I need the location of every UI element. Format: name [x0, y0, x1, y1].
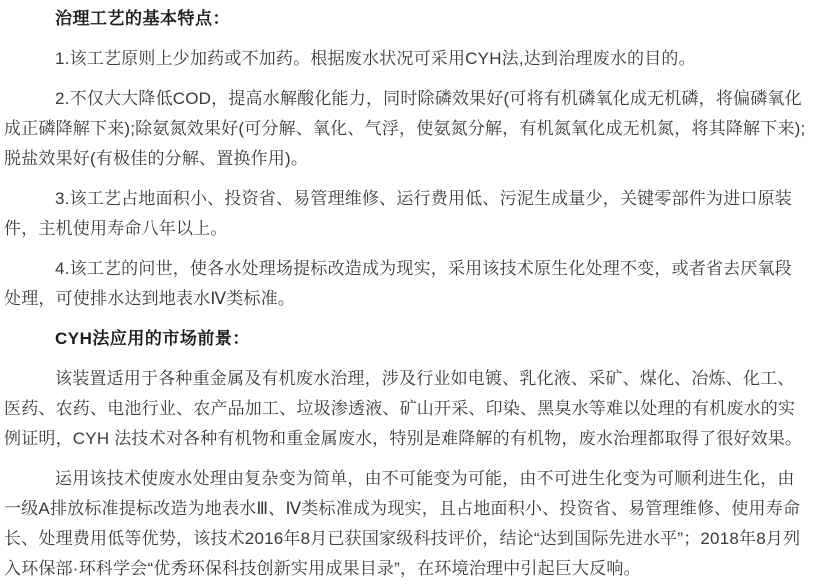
paragraph-feature-1: 1.该工艺原则上少加药或不加药。根据废水状况可采用CYH法,达到治理废水的目的。	[55, 49, 696, 68]
paragraph-feature-4: 4.该工艺的问世，使各水处理场提标改造成为现实，采用该技术原生化处理不变，或者省去厌氧段处理，可使排水达到地表水Ⅳ类标准。	[4, 259, 792, 308]
paragraph-feature-3: 3.该工艺占地面积小、投资省、易管理维修、运行费用低、污泥生成量少，关键零部件为进口原装件，主机使用寿命八年以上。	[4, 189, 792, 238]
heading-treatment-process-features: 治理工艺的基本特点：	[55, 9, 230, 28]
paragraph-feature-2: 2.不仅大大降低COD，提高水解酸化能力，同时除磷效果好(可将有机磷氧化成无机磷，将偏磷氧化成正磷降解下来);除氨氮效果好(可分解、氧化、气浮，使氨氮分解，有机氮氧化成无机氮，将其降解下来);脱盐效果好(有极佳的分解、置换作用)。	[4, 89, 806, 168]
paragraph-application-scope: 该装置适用于各种重金属及有机废水治理，涉及行业如电镀、乳化液、采矿、煤化、冶炼、化工、医药、农药、电池行业、农产品加工、垃圾渗透液、矿山开采、印染、黑臭水等难以处理的有机废水的实例证明，CYH 法技术对各种有机物和重金属废水，特别是难降解的有机物，废水治理都取得了很好效果。	[4, 369, 803, 448]
heading-cyh-market-prospects: CYH法应用的市场前景：	[55, 329, 250, 348]
paragraph-technology-achievements: 运用该技术使废水处理由复杂变为简单，由不可能变为可能，由不可进生化变为可顺利进生化，由一级A排放标准提标改造为地表水Ⅲ、Ⅳ类标准成为现实，且占地面积小、投资省、易管理维修、使用寿命长、处理费用低等优势，该技术2016年8月已获国家级科技评价，结论“达到国际先进水平”；2018年8月列入环保部·环科学会“优秀环保科技创新实用成果目录”，在环境治理中引起巨大反响。	[4, 469, 801, 578]
